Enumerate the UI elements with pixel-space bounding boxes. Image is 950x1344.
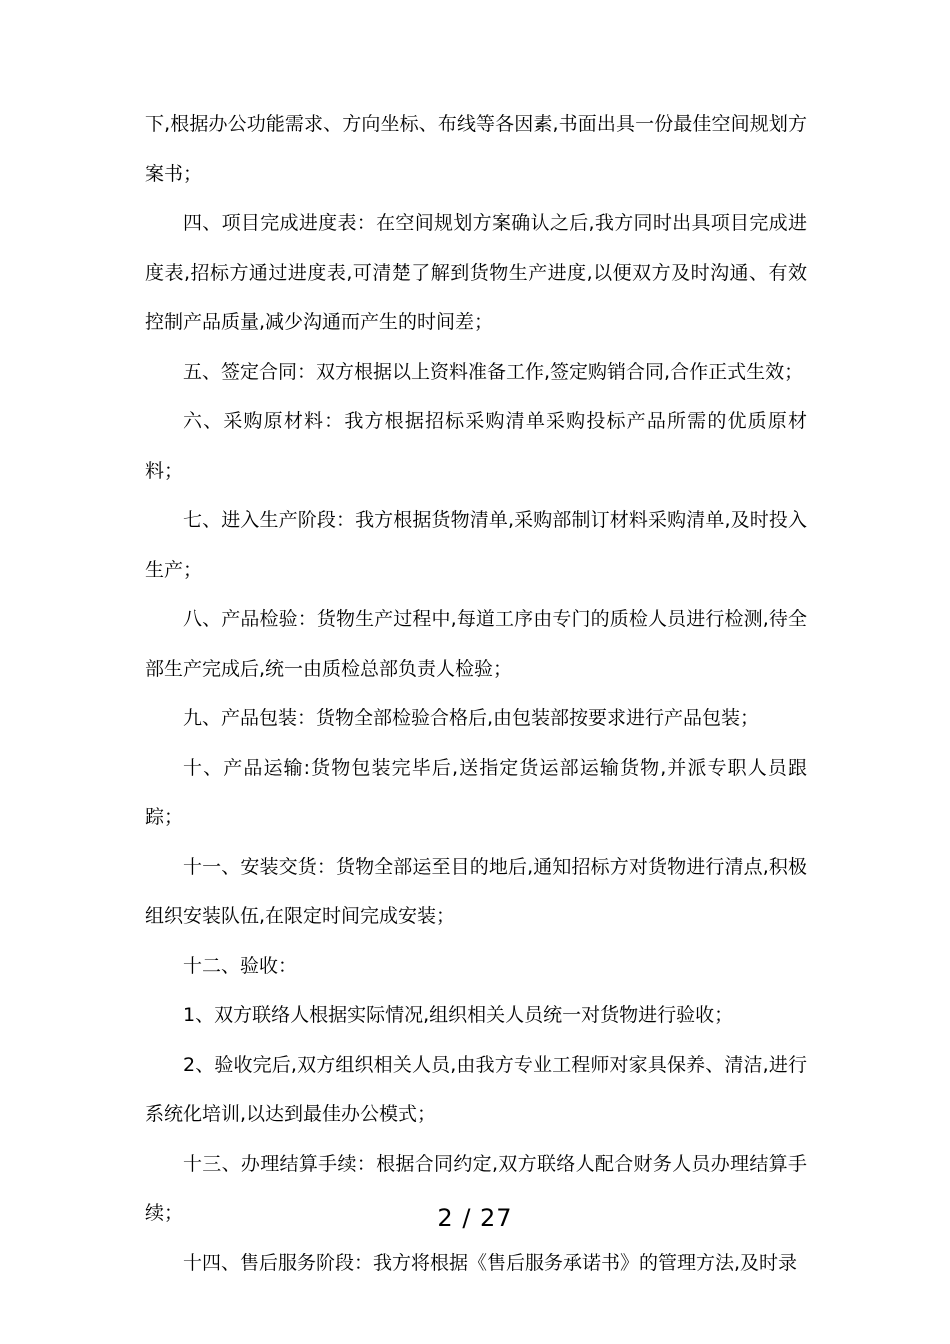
paragraph-purchase-materials: 六、采购原材料：我方根据招标采购清单采购投标产品所需的优质原材料； — [145, 410, 807, 482]
paragraph-production-stage: 七、进入生产阶段：我方根据货物清单,采购部制订材料采购清单,及时投入生产； — [145, 509, 807, 581]
paragraph-acceptance-item-1: 1、双方联络人根据实际情况,组织相关人员统一对货物进行验收； — [183, 1004, 734, 1026]
paragraph-product-transport: 十、产品运输:货物包装完毕后,送指定货运部运输货物,并派专职人员跟踪； — [145, 756, 807, 828]
paragraph-installation-delivery: 十一、安装交货：货物全部运至目的地后,通知招标方对货物进行清点,积极组织安装队伍,在限定时间完成安装； — [145, 855, 807, 927]
page-number: 2 / 27 — [437, 1204, 513, 1232]
paragraph-acceptance-item-2: 2、验收完后,双方组织相关人员,由我方专业工程师对家具保养、清洁,进行系统化培训,以达到最佳办公模式； — [145, 1053, 807, 1125]
document-body — [145, 100, 807, 1288]
paragraph-acceptance-heading: 十二、验收： — [183, 954, 298, 977]
paragraph-sign-contract: 五、签定合同：双方根据以上资料准备工作,签定购销合同,合作正式生效； — [183, 360, 804, 383]
paragraph-product-packaging: 九、产品包装：货物全部检验合格后,由包装部按要求进行产品包装； — [183, 707, 760, 729]
paragraph-progress-schedule: 四、项目完成进度表：在空间规划方案确认之后,我方同时出具项目完成进度表,招标方通过进度表,可清楚了解到货物生产进度,以便双方及时沟通、有效控制产品质量,减少沟通而产生的时间差； — [145, 212, 807, 333]
paragraph-after-sales: 十四、售后服务阶段：我方将根据《售后服务承诺书》的管理方法,及时录 — [183, 1251, 798, 1274]
paragraph-settlement: 十三、办理结算手续：根据合同约定,双方联络人配合财务人员办理结算手续； — [145, 1152, 807, 1224]
paragraph-product-inspection: 八、产品检验：货物生产过程中,每道工序由专门的质检人员进行检测,待全部生产完成后,统一由质检总部负责人检验； — [145, 608, 807, 680]
paragraph-continuation: 下,根据办公功能需求、方向坐标、布线等各因素,书面出具一份最佳空间规划方案书； — [145, 113, 807, 185]
